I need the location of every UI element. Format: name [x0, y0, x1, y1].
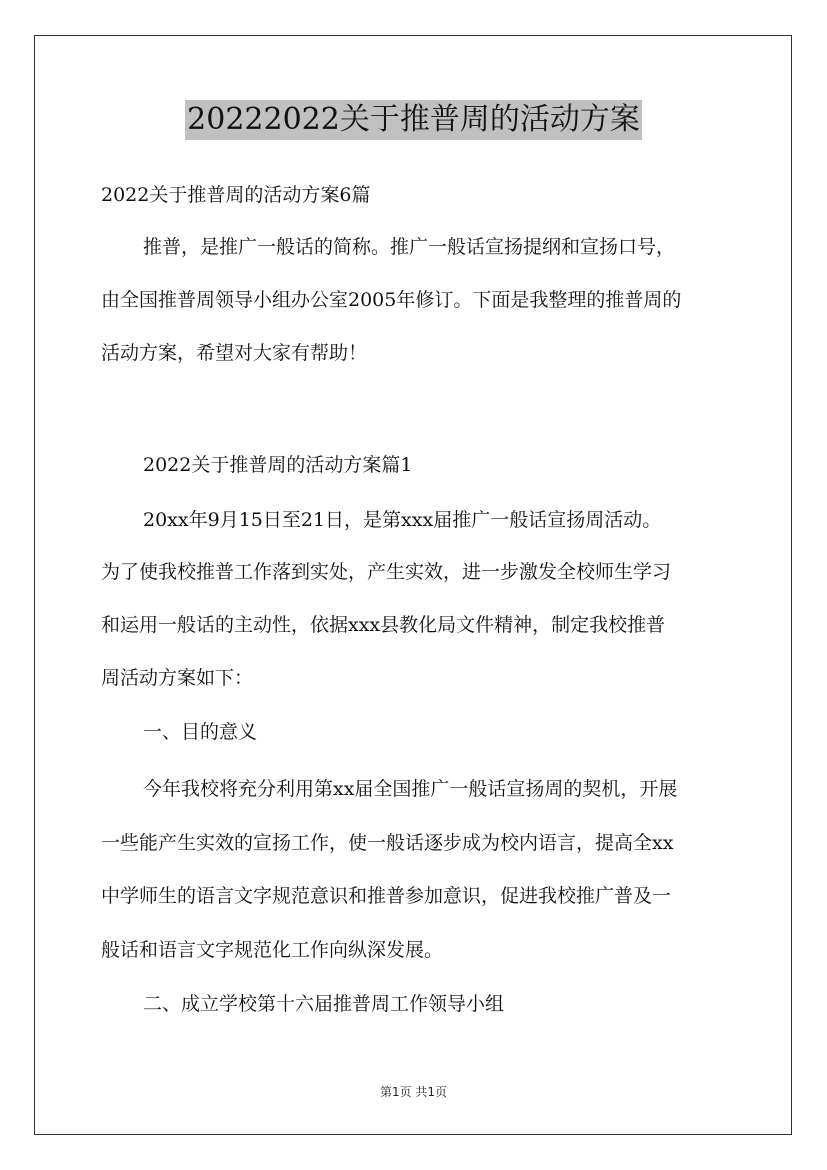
title-container	[0, 100, 827, 140]
section-heading: 2022关于推普周的活动方案篇1	[143, 454, 413, 476]
page-footer: 第1页 共1页	[379, 1085, 448, 1099]
intro-line-1: 推普，是推广一般话的简称。推广一般话宣扬提纲和宣扬口号，	[143, 236, 676, 258]
para2-line-2: 一些能产生实效的宣扬工作，使一般话逐步成为校内语言，提高全xx	[101, 832, 674, 854]
para1-line-3: 和运用一般话的主动性，依据xxx县教化局文件精神，制定我校推普	[101, 614, 666, 636]
para2-line-3: 中学师生的语言文字规范意识和推普参加意识，促进我校推广普及一	[101, 885, 672, 907]
para1-line-2: 为了使我校推普工作落到实处，产生实效，进一步激发全校师生学习	[101, 561, 672, 583]
para2-line-4: 般话和语言文字规范化工作向纵深发展。	[101, 939, 444, 961]
para1-line-1: 20xx年9月15日至21日，是第xxx届推广一般话宣扬周活动。	[143, 509, 662, 531]
document-subtitle: 2022关于推普周的活动方案6篇	[101, 184, 371, 206]
heading-purpose: 一、目的意义	[143, 721, 258, 743]
heading-leadership-group: 二、成立学校第十六届推普周工作领导小组	[143, 993, 505, 1015]
para1-line-4: 周活动方案如下：	[101, 667, 254, 689]
intro-line-2: 由全国推普周领导小组办公室2005年修订。下面是我整理的推普周的	[101, 289, 682, 311]
document-title: 20222022关于推普周的活动方案	[185, 100, 642, 140]
para2-line-1: 今年我校将充分利用第xx届全国推广一般话宣扬周的契机，开展	[143, 778, 678, 800]
intro-line-3: 活动方案，希望对大家有帮助！	[101, 342, 368, 364]
